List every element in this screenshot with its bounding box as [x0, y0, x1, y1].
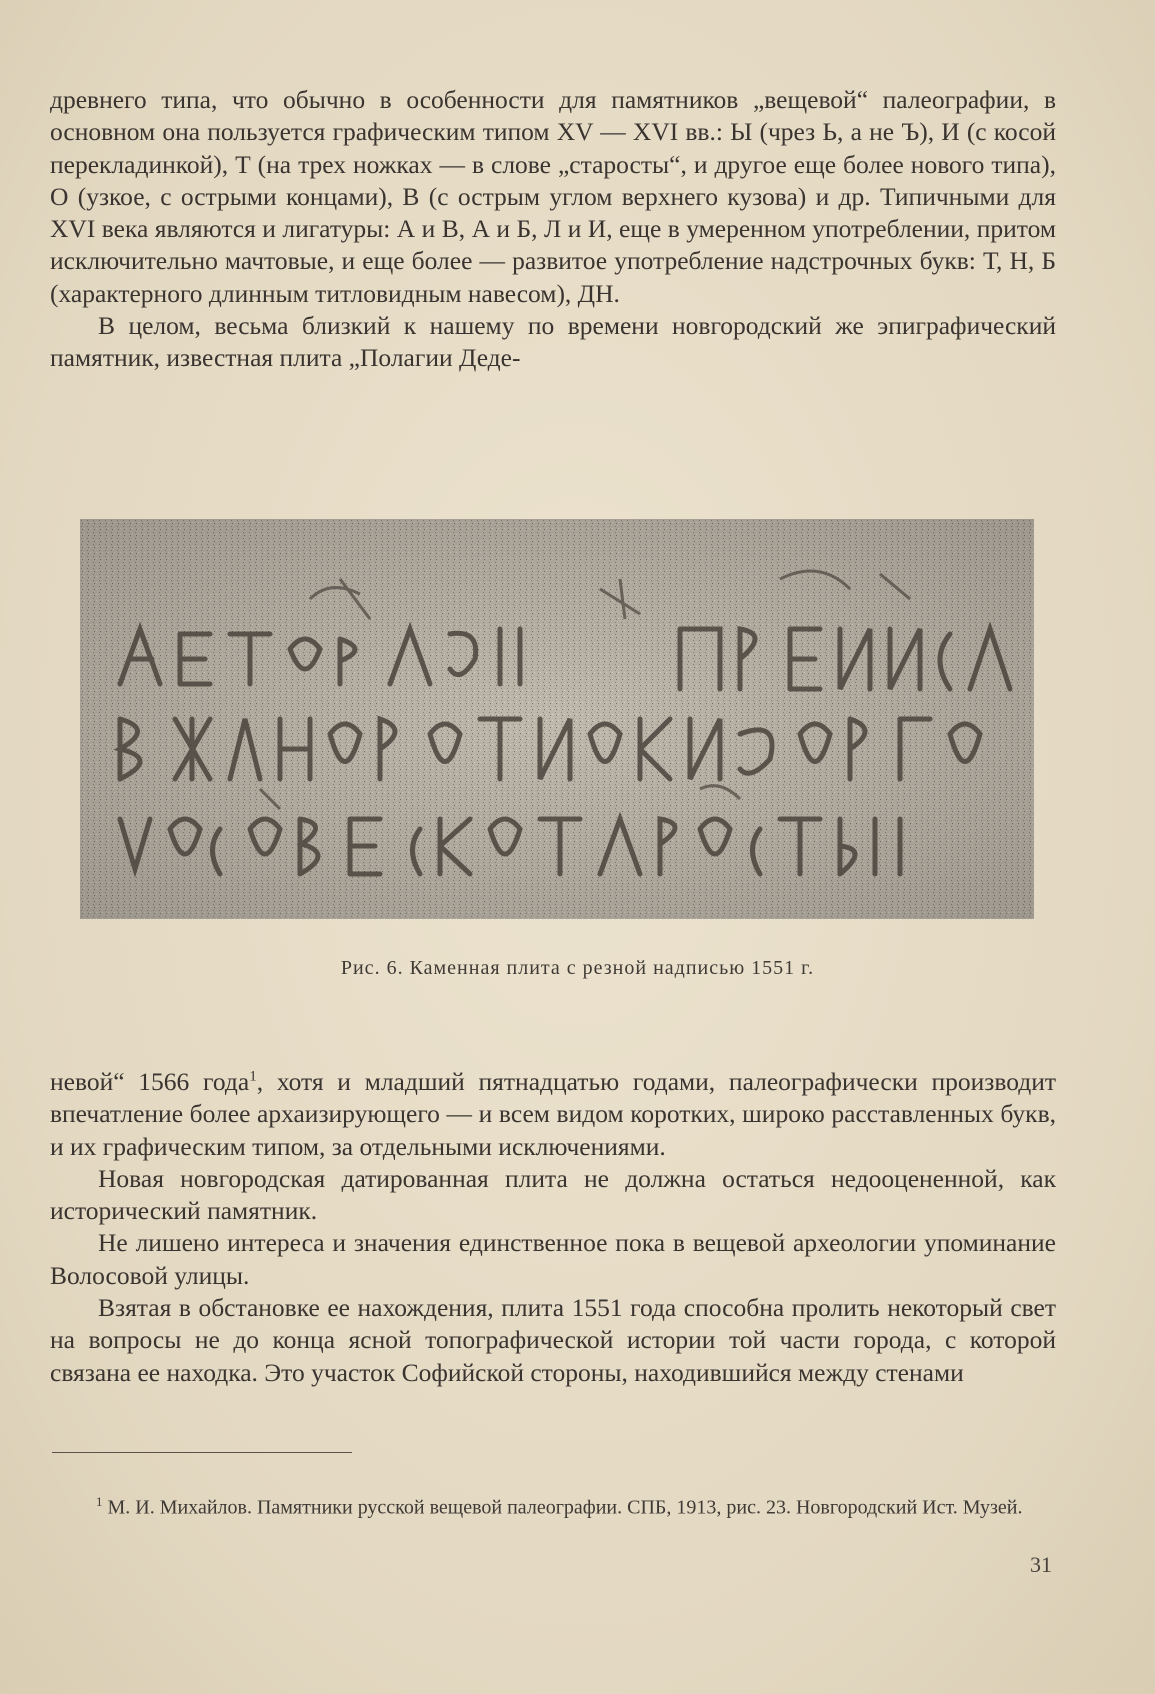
- footnote: [52, 1488, 1054, 1522]
- body-text-bottom: [50, 1066, 1056, 1389]
- footnote-reference: 1: [249, 1068, 257, 1085]
- paragraph: древнего типа, что обычно в особенности для памятников „вещевой“ палеографии, в основном она пользуется графическим типом XV — XVI вв.: Ы (чрез Ь, а не Ъ), И (с косой перекладинкой), Т (на трех ножках — в слове „старосты“, и другое еще более нового типа), О (узкое, с острыми концами), В (с острым углом верхнего кузова) и др. Типичными для XVI века являются и лигатуры: А и В, А и Б, Л и И, еще в умеренном употреблении, притом исключительно мачтовые, и еще более — развитое употребление надстрочных букв: Т, Н, Б (характерного длинным титловидным навесом), ДН.: [50, 85, 1056, 308]
- stone-inscription-image: [80, 519, 1034, 919]
- paragraph: В целом, весьма близкий к нашему по времени новгородский же эпиграфический памятник, известная плита „Полагии Деде-: [50, 311, 1056, 373]
- figure-caption: Рис. 6. Каменная плита с резной надписью 1551 г.: [340, 957, 815, 979]
- stone-slab-photo: [80, 519, 1034, 919]
- paragraph: Взятая в обстановке ее нахождения, плита 1551 года способна пролить некоторый свет на вопросы не до конца ясной топографической истории той части города, с которой связана ее находка. Это участок Софийской стороны, находившийся между стенами: [50, 1293, 1056, 1387]
- page-number: 31: [1030, 1552, 1052, 1577]
- footnote-text: М. И. Михайлов. Памятники русской вещевой палеографии. СПБ, 1913, рис. 23. Новгородский Ист. Музей.: [107, 1496, 1023, 1519]
- paragraph-text: невой“ 1566 года: [50, 1067, 250, 1096]
- paragraph: Не лишено интереса и значения единственное пока в вещевой археологии упоминание Волосовой улицы.: [50, 1228, 1056, 1290]
- body-text-top: [50, 84, 1056, 375]
- paragraph: [50, 1066, 1056, 1163]
- paragraph: Новая новгородская датированная плита не должна остаться недооцененной, как исторический памятник.: [50, 1163, 1056, 1226]
- paragraph-text: , хотя и младший пятнадцатью годами, палеографически производит впечатление более архаизирующего — и всем видом коротких, широко расставленных букв, и их графическим типом, за отдельными исключениями.: [50, 1067, 1056, 1161]
- footnote-mark: 1: [96, 1494, 103, 1509]
- footnote-divider: [52, 1452, 352, 1453]
